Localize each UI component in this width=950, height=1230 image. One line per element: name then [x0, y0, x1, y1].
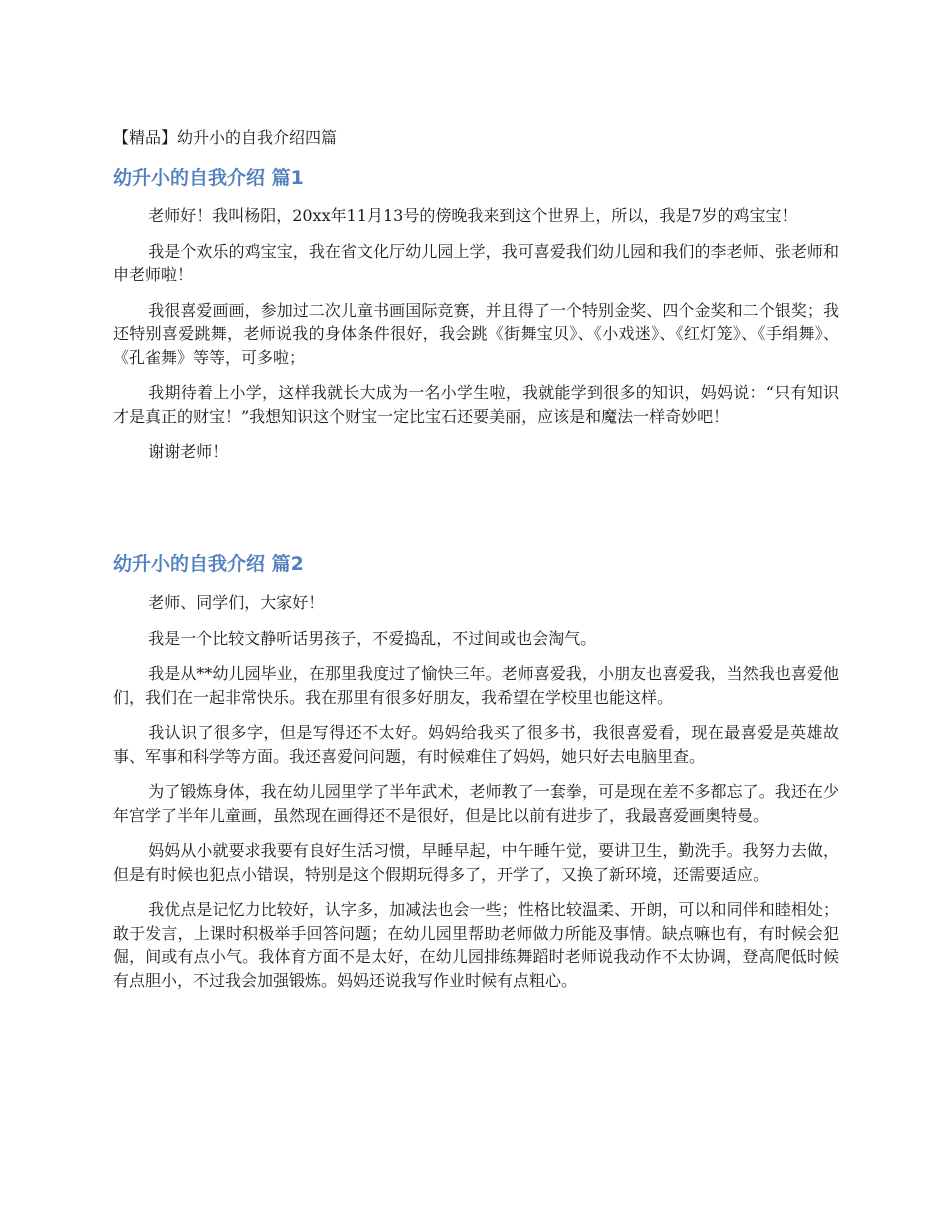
paragraph: 我是个欢乐的鸡宝宝，我在省文化厅幼儿园上学，我可喜爱我们幼儿园和我们的李老师、张老师和申老师啦！ — [113, 241, 839, 284]
section-heading-1: 幼升小的自我介绍 篇1 — [113, 167, 304, 189]
paragraph: 我认识了很多字，但是写得还不太好。妈妈给我买了很多书，我很喜爱看，现在最喜爱是英雄故事、军事和科学等方面。我还喜爱问问题，有时候难住了妈妈，她只好去电脑里查。 — [113, 723, 839, 766]
paragraph: 我是一个比较文静听话男孩子，不爱捣乱，不过间或也会淘气。 — [148, 628, 597, 648]
paragraph: 老师、同学们，大家好！ — [148, 593, 325, 612]
paragraph: 我期待着上小学，这样我就长大成为一名小学生啦，我就能学到很多的知识，妈妈说：“只有知识才是真正的财宝！”我想知识这个财宝一定比宝石还要美丽，应该是和魔法一样奇妙吧！ — [113, 383, 839, 426]
section-body-1 — [113, 204, 839, 476]
paragraph: 我优点是记忆力比较好，认字多，加减法也会一些；性格比较温柔、开朗，可以和同伴和睦相处；敢于发言，上课时积极举手回答问题；在幼儿园里帮助老师做力所能及事情。缺点嘛也有，有时候会犯倔，间或有点小气。我体育方面不是太好，在幼儿园排练舞蹈时老师说我动作不太协调，登高爬低时候有点胆小，不过我会加强锻炼。妈妈还说我写作业时候有点粗心。 — [113, 900, 839, 990]
section-body-2 — [113, 591, 839, 1004]
paragraph: 为了锻炼身体，我在幼儿园里学了半年武术，老师教了一套拳，可是现在差不多都忘了。我还在少年宫学了半年儿童画，虽然现在画得还不是很好，但是比以前有进步了，我最喜爱画奥特曼。 — [113, 782, 839, 825]
section-heading-2: 幼升小的自我介绍 篇2 — [113, 553, 304, 575]
paragraph: 妈妈从小就要求我要有良好生活习惯，早睡早起，中午睡午觉，要讲卫生，勤洗手。我努力去做，但是有时候也犯点小错误，特别是这个假期玩得多了，开学了，又换了新环境，还需要适应。 — [113, 841, 839, 884]
paragraph: 我很喜爱画画，参加过二次儿童书画国际竞赛，并且得了一个特别金奖、四个金奖和二个银奖；我还特别喜爱跳舞，老师说我的身体条件很好，我会跳《街舞宝贝》、《小戏迷》、《红灯笼》、《手绢舞》、《孔雀舞》等等，可多啦； — [113, 300, 839, 367]
paragraph: 老师好！我叫杨阳，20xx年11月13号的傍晚我来到这个世界上，所以，我是7岁的鸡宝宝！ — [148, 206, 798, 225]
paragraph: 谢谢老师！ — [148, 442, 229, 461]
paragraph: 我是从**幼儿园毕业，在那里我度过了愉快三年。老师喜爱我，小朋友也喜爱我，当然我也喜爱他们，我们在一起非常快乐。我在那里有很多好朋友，我希望在学校里也能这样。 — [113, 664, 839, 707]
document-title: 【精品】幼升小的自我介绍四篇 — [113, 128, 338, 147]
